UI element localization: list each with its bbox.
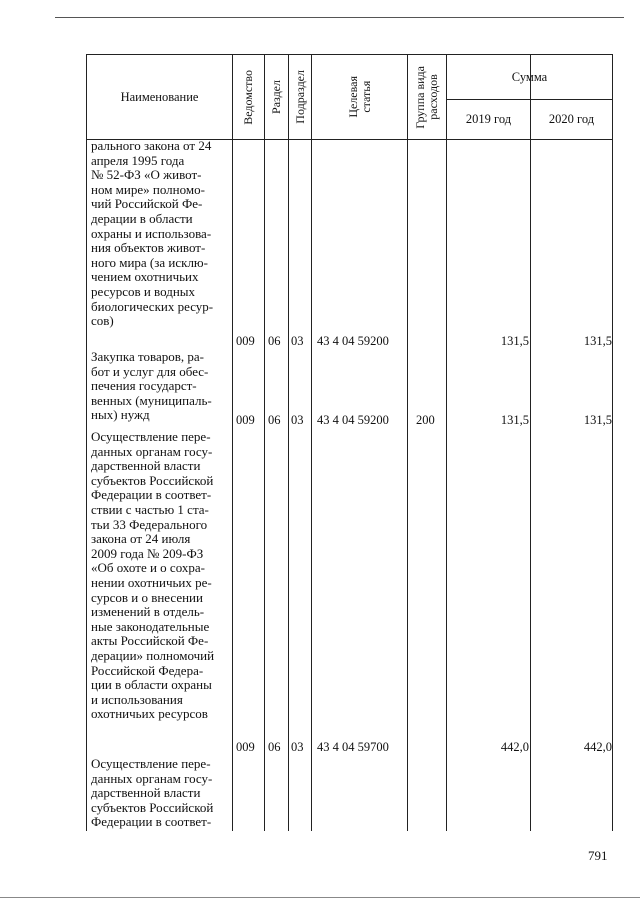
row-vedomstvo: 009 [236, 740, 255, 754]
header-celevaya-statya: Целевая статья [345, 76, 373, 118]
row-podrazdel: 03 [291, 740, 304, 754]
row-razdel: 06 [268, 740, 281, 754]
row-name: Закупка товаров, ра- бот и услуг для обес- печения государст- венных (муниципаль- ных) нужд [91, 349, 212, 423]
header-podrazdel: Подраздел [292, 70, 307, 124]
col-divider [407, 54, 408, 831]
row-sum-2020: 131,5 [583, 413, 612, 427]
row-gruppa-vida: 200 [416, 413, 435, 427]
header-year-2020: 2020 год [548, 112, 595, 126]
row-celevaya-statya: 43 4 04 59200 [317, 413, 389, 427]
row-vedomstvo: 009 [236, 334, 255, 348]
row-name: Осуществление пере- данных органам госу- дарственной власти субъектов Российской Федерации в соответ- [91, 756, 214, 830]
page-number: 791 [588, 848, 608, 863]
table-border-right [612, 54, 613, 831]
col-divider [232, 54, 233, 831]
header-vedomstvo: Ведомство [241, 69, 255, 125]
row-sum-2020: 442,0 [583, 740, 612, 754]
col-divider [288, 54, 289, 831]
row-celevaya-statya: 43 4 04 59700 [317, 740, 389, 754]
row-razdel: 06 [268, 413, 281, 427]
row-name: рального закона от 24 апреля 1995 года № 52-ФЗ «О живот- ном мире» полномо- чий Российской Фе- дерации в области охраны и использова- ния объектов живот- ного мира (за исклю- чением охотничьих ресурсов и водных биологических ресур- сов) [91, 138, 214, 329]
row-sum-2019: 131,5 [500, 413, 529, 427]
header-year-2019: 2019 год [465, 112, 512, 126]
header-gruppa-vida-rashodov: Группа вида расходов [413, 65, 440, 129]
table-border-left [86, 54, 87, 831]
row-podrazdel: 03 [291, 413, 304, 427]
bottom-rule [0, 897, 640, 898]
header-name: Наименование [120, 89, 199, 104]
row-name: Осуществление пере- данных органам госу- дарственной власти субъектов Российской Федерации в соответ- ствии с частью 1 ста- тьи 33 Федерального закона от 24 июля 2009 года № 209-ФЗ «Об охоте и о сохра- нении охотничьих ре- сурсов и о внесении изменений в отдель- ные законодательные акты Российской Фе- дерации» полномочий Российской Федера- ции в области охраны и использования охотничьих ресурсов [91, 429, 215, 722]
header-summa: Сумма [511, 69, 548, 84]
row-sum-2020: 131,5 [583, 334, 612, 348]
row-podrazdel: 03 [291, 334, 304, 348]
col-divider [446, 54, 447, 831]
col-divider [264, 54, 265, 831]
top-rule [55, 17, 624, 18]
header-razdel: Раздел [269, 80, 283, 114]
row-sum-2019: 442,0 [500, 740, 529, 754]
row-razdel: 06 [268, 334, 281, 348]
col-divider [311, 54, 312, 831]
row-sum-2019: 131,5 [500, 334, 529, 348]
row-celevaya-statya: 43 4 04 59200 [317, 334, 389, 348]
row-vedomstvo: 009 [236, 413, 255, 427]
col-divider [530, 54, 531, 831]
